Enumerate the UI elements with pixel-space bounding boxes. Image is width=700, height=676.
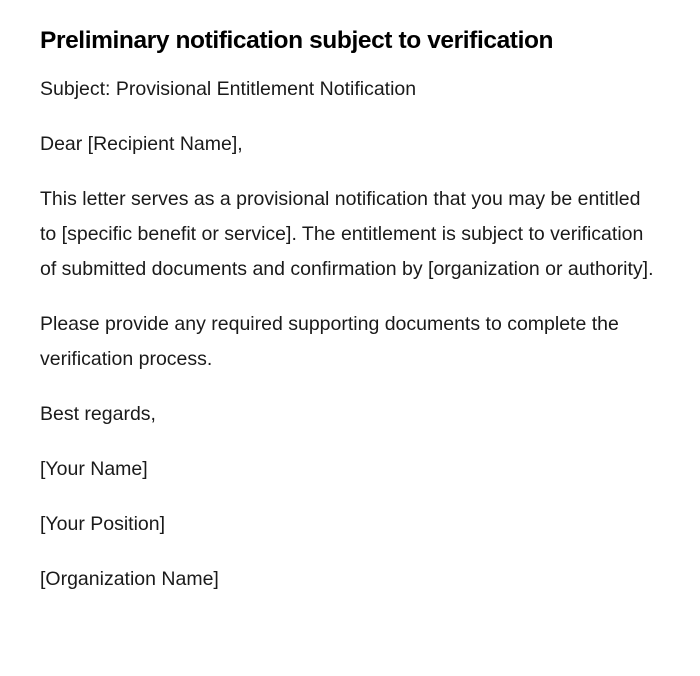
- signature-organization: [Organization Name]: [40, 568, 219, 590]
- signature-name: [Your Name]: [40, 458, 148, 480]
- signature-position: [Your Position]: [40, 513, 166, 535]
- salutation: Dear [Recipient Name],: [40, 133, 243, 155]
- body-paragraph-1: This letter serves as a provisional notification that you may be entitled to [specific benefit or service]. The entitlement is subject to verification of submitted documents and confirmation by [organization or authority].: [40, 188, 654, 280]
- subject-line: Subject: Provisional Entitlement Notification: [40, 78, 417, 100]
- letter-document: [40, 24, 660, 617]
- body-paragraph-2: Please provide any required supporting documents to complete the verification process.: [40, 313, 619, 370]
- document-title: Preliminary notification subject to verification: [40, 27, 554, 54]
- closing: Best regards,: [40, 403, 156, 425]
